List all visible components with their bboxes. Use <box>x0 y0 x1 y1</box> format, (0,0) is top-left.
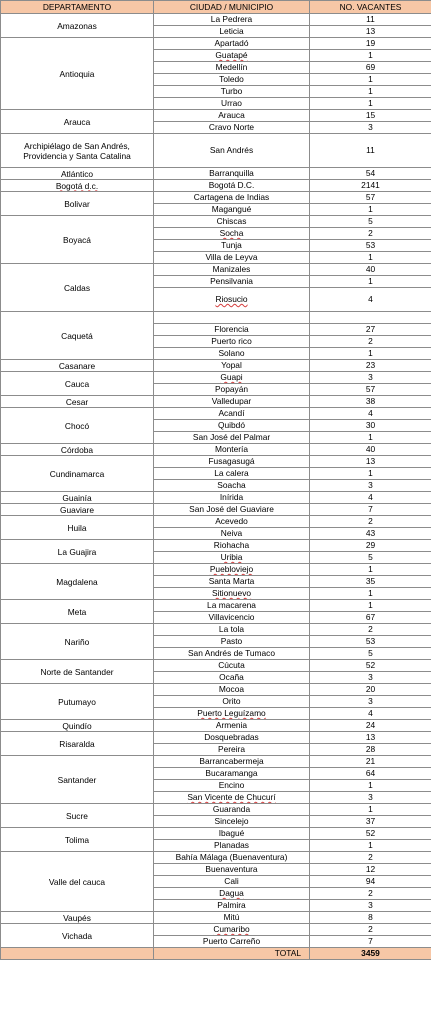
vacantes-cell: 2 <box>310 516 431 528</box>
vacantes-cell: 11 <box>310 134 431 168</box>
departamento-cell: Quindío <box>1 720 154 732</box>
ciudad-cell: Popayán <box>154 384 310 396</box>
ciudad-cell: Puerto Leguízamo <box>154 708 310 720</box>
ciudad-cell: Armenia <box>154 720 310 732</box>
vacantes-cell: 52 <box>310 660 431 672</box>
ciudad-cell: San Vicente de Chucurí <box>154 792 310 804</box>
ciudad-cell: Florencia <box>154 324 310 336</box>
vacantes-cell: 1 <box>310 204 431 216</box>
table-row <box>1 444 431 456</box>
table-row <box>1 924 431 936</box>
vacantes-cell: 21 <box>310 756 431 768</box>
ciudad-cell: Palmira <box>154 900 310 912</box>
ciudad-cell: Arauca <box>154 110 310 122</box>
ciudad-cell: Socha <box>154 228 310 240</box>
ciudad-cell: Apartadó <box>154 38 310 50</box>
vacantes-cell: 38 <box>310 396 431 408</box>
vacantes-cell: 13 <box>310 732 431 744</box>
table-row <box>1 720 431 732</box>
vacantes-cell: 1 <box>310 86 431 98</box>
departamento-cell: Cundinamarca <box>1 456 154 492</box>
ciudad-cell: Puerto rico <box>154 336 310 348</box>
vacantes-cell: 1 <box>310 98 431 110</box>
ciudad-cell: Tunja <box>154 240 310 252</box>
ciudad-cell: Sitionuevo <box>154 588 310 600</box>
total-label: TOTAL <box>154 948 310 960</box>
vacantes-cell: 13 <box>310 456 431 468</box>
vacantes-cell: 1 <box>310 588 431 600</box>
vacantes-cell: 3 <box>310 372 431 384</box>
ciudad-cell: Orito <box>154 696 310 708</box>
vacantes-cell: 64 <box>310 768 431 780</box>
table-row <box>1 408 431 420</box>
table-row <box>1 504 431 516</box>
ciudad-cell: Cali <box>154 876 310 888</box>
ciudad-cell: Ibagué <box>154 828 310 840</box>
ciudad-cell: Cumaribo <box>154 924 310 936</box>
table-row <box>1 804 431 816</box>
departamento-cell: Cauca <box>1 372 154 396</box>
ciudad-cell: Medellín <box>154 62 310 74</box>
ciudad-cell: Acandí <box>154 408 310 420</box>
vacantes-cell: 3 <box>310 900 431 912</box>
vacantes-cell: 7 <box>310 504 431 516</box>
ciudad-cell: Leticia <box>154 26 310 38</box>
vacantes-cell: 57 <box>310 192 431 204</box>
vacantes-cell: 1 <box>310 432 431 444</box>
departamento-cell: Vaupés <box>1 912 154 924</box>
ciudad-cell: Riohacha <box>154 540 310 552</box>
vacantes-cell: 52 <box>310 828 431 840</box>
table-row <box>1 38 431 50</box>
departamento-cell: Casanare <box>1 360 154 372</box>
ciudad-cell: Pensilvania <box>154 276 310 288</box>
ciudad-cell: Toledo <box>154 74 310 86</box>
vacantes-cell: 29 <box>310 540 431 552</box>
ciudad-cell: Pereira <box>154 744 310 756</box>
table-row <box>1 852 431 864</box>
ciudad-cell: Dagua <box>154 888 310 900</box>
table-row <box>1 312 431 324</box>
ciudad-cell: Fusagasugá <box>154 456 310 468</box>
vacantes-cell: 2 <box>310 336 431 348</box>
ciudad-cell: Sincelejo <box>154 816 310 828</box>
departamento-cell: Meta <box>1 600 154 624</box>
departamento-cell: Santander <box>1 756 154 804</box>
ciudad-cell: Guatapé <box>154 50 310 62</box>
table-row <box>1 732 431 744</box>
table-row <box>1 684 431 696</box>
vacantes-cell: 12 <box>310 864 431 876</box>
vacantes-cell: 1 <box>310 276 431 288</box>
ciudad-cell: Valledupar <box>154 396 310 408</box>
vacantes-cell: 4 <box>310 288 431 312</box>
table-row <box>1 756 431 768</box>
total-value: 3459 <box>310 948 431 960</box>
vacantes-cell: 1 <box>310 50 431 62</box>
vacantes-cell: 15 <box>310 110 431 122</box>
ciudad-cell <box>154 312 310 324</box>
ciudad-cell: Pasto <box>154 636 310 648</box>
vacantes-cell: 24 <box>310 720 431 732</box>
vacantes-cell: 2 <box>310 228 431 240</box>
table-row <box>1 600 431 612</box>
vacantes-cell: 5 <box>310 648 431 660</box>
table-row <box>1 360 431 372</box>
ciudad-cell: Urrao <box>154 98 310 110</box>
departamento-cell: Caldas <box>1 264 154 312</box>
header-departamento: DEPARTAMENTO <box>1 1 154 14</box>
table-row <box>1 828 431 840</box>
ciudad-cell: La tola <box>154 624 310 636</box>
ciudad-cell: Uribia <box>154 552 310 564</box>
vacantes-cell: 4 <box>310 708 431 720</box>
vacantes-cell: 1 <box>310 804 431 816</box>
departamento-cell: Sucre <box>1 804 154 828</box>
vacantes-cell <box>310 312 431 324</box>
table-row <box>1 540 431 552</box>
ciudad-cell: Bogotá D.C. <box>154 180 310 192</box>
ciudad-cell: Puebloviejo <box>154 564 310 576</box>
vacantes-cell: 1 <box>310 468 431 480</box>
vacantes-cell: 5 <box>310 552 431 564</box>
ciudad-cell: La calera <box>154 468 310 480</box>
vacantes-cell: 69 <box>310 62 431 74</box>
vacantes-cell: 27 <box>310 324 431 336</box>
departamento-cell: Guainía <box>1 492 154 504</box>
departamento-cell: Bolivar <box>1 192 154 216</box>
table-row <box>1 624 431 636</box>
table-row <box>1 456 431 468</box>
ciudad-cell: Manizales <box>154 264 310 276</box>
table-row <box>1 372 431 384</box>
ciudad-cell: Riosucio <box>154 288 310 312</box>
ciudad-cell: Buenaventura <box>154 864 310 876</box>
vacantes-cell: 3 <box>310 480 431 492</box>
departamento-cell: La Guajira <box>1 540 154 564</box>
ciudad-cell: Guapi <box>154 372 310 384</box>
table-header <box>1 1 431 14</box>
vacantes-cell: 30 <box>310 420 431 432</box>
departamento-cell: Bogotá d.c. <box>1 180 154 192</box>
departamento-cell: Huila <box>1 516 154 540</box>
vacantes-cell: 1 <box>310 564 431 576</box>
vacantes-cell: 2 <box>310 888 431 900</box>
table-row <box>1 110 431 122</box>
ciudad-cell: Soacha <box>154 480 310 492</box>
departamento-cell: Caquetá <box>1 312 154 360</box>
table-row <box>1 14 431 26</box>
total-spacer <box>1 948 154 960</box>
departamento-cell: Putumayo <box>1 684 154 720</box>
ciudad-cell: Bucaramanga <box>154 768 310 780</box>
ciudad-cell: Inírida <box>154 492 310 504</box>
vacantes-cell: 1 <box>310 780 431 792</box>
departamento-cell: Amazonas <box>1 14 154 38</box>
ciudad-cell: Mocoa <box>154 684 310 696</box>
table-row <box>1 564 431 576</box>
table-row <box>1 492 431 504</box>
ciudad-cell: Neiva <box>154 528 310 540</box>
ciudad-cell: San José del Guaviare <box>154 504 310 516</box>
ciudad-cell: Cúcuta <box>154 660 310 672</box>
table-row <box>1 396 431 408</box>
table-row <box>1 192 431 204</box>
departamento-cell: Cesar <box>1 396 154 408</box>
departamento-cell: Guaviare <box>1 504 154 516</box>
vacantes-cell: 2 <box>310 852 431 864</box>
header-no-vacantes: NO. VACANTES <box>310 1 431 14</box>
ciudad-cell: Cartagena de Indias <box>154 192 310 204</box>
vacantes-cell: 2 <box>310 924 431 936</box>
ciudad-cell: Encino <box>154 780 310 792</box>
vacantes-cell: 1 <box>310 252 431 264</box>
ciudad-cell: Villavicencio <box>154 612 310 624</box>
ciudad-cell: San José del Palmar <box>154 432 310 444</box>
table-row <box>1 516 431 528</box>
departamento-cell: Atlántico <box>1 168 154 180</box>
table-row <box>1 912 431 924</box>
vacantes-cell: 53 <box>310 240 431 252</box>
vacantes-cell: 13 <box>310 26 431 38</box>
departamento-cell: Arauca <box>1 110 154 134</box>
vacantes-cell: 3 <box>310 672 431 684</box>
table-footer <box>1 948 431 960</box>
ciudad-cell: San Andrés de Tumaco <box>154 648 310 660</box>
departamento-cell: Boyacá <box>1 216 154 264</box>
vacantes-cell: 11 <box>310 14 431 26</box>
vacantes-cell: 7 <box>310 936 431 948</box>
departamento-cell: Vichada <box>1 924 154 948</box>
ciudad-cell: Guaranda <box>154 804 310 816</box>
ciudad-cell: Barranquilla <box>154 168 310 180</box>
vacantes-cell: 28 <box>310 744 431 756</box>
vacantes-cell: 35 <box>310 576 431 588</box>
vacantes-cell: 1 <box>310 348 431 360</box>
ciudad-cell: Bahía Málaga (Buenaventura) <box>154 852 310 864</box>
vacantes-cell: 3 <box>310 696 431 708</box>
ciudad-cell: Dosquebradas <box>154 732 310 744</box>
ciudad-cell: Mitú <box>154 912 310 924</box>
vacantes-cell: 3 <box>310 122 431 134</box>
ciudad-cell: Santa Marta <box>154 576 310 588</box>
vacantes-cell: 94 <box>310 876 431 888</box>
vacantes-cell: 4 <box>310 408 431 420</box>
header-ciudad-municipio: CIUDAD / MUNICIPIO <box>154 1 310 14</box>
table-row <box>1 660 431 672</box>
table-body <box>1 14 431 948</box>
ciudad-cell: Puerto Carreño <box>154 936 310 948</box>
table-row <box>1 180 431 192</box>
vacantes-cell: 1 <box>310 74 431 86</box>
ciudad-cell: Montería <box>154 444 310 456</box>
vacantes-cell: 4 <box>310 492 431 504</box>
table-row <box>1 168 431 180</box>
departamento-cell: Archipiélago de San Andrés, Providencia y Santa Catalina <box>1 134 154 168</box>
vacantes-cell: 67 <box>310 612 431 624</box>
departamento-cell: Valle del cauca <box>1 852 154 912</box>
departamento-cell: Antioquia <box>1 38 154 110</box>
ciudad-cell: San Andrés <box>154 134 310 168</box>
departamento-cell: Magdalena <box>1 564 154 600</box>
ciudad-cell: Solano <box>154 348 310 360</box>
vacantes-cell: 2141 <box>310 180 431 192</box>
vacantes-cell: 19 <box>310 38 431 50</box>
vacantes-cell: 37 <box>310 816 431 828</box>
ciudad-cell: Quibdó <box>154 420 310 432</box>
departamento-cell: Chocó <box>1 408 154 444</box>
departamento-cell: Tolima <box>1 828 154 852</box>
vacantes-cell: 5 <box>310 216 431 228</box>
ciudad-cell: Barrancabermeja <box>154 756 310 768</box>
ciudad-cell: Ocaña <box>154 672 310 684</box>
ciudad-cell: Magangué <box>154 204 310 216</box>
vacantes-cell: 40 <box>310 444 431 456</box>
vacantes-cell: 20 <box>310 684 431 696</box>
ciudad-cell: Turbo <box>154 86 310 98</box>
vacantes-cell: 8 <box>310 912 431 924</box>
ciudad-cell: Planadas <box>154 840 310 852</box>
vacantes-cell: 54 <box>310 168 431 180</box>
departamento-cell: Risaralda <box>1 732 154 756</box>
vacantes-cell: 40 <box>310 264 431 276</box>
table-row <box>1 134 431 168</box>
vacantes-cell: 43 <box>310 528 431 540</box>
ciudad-cell: Cravo Norte <box>154 122 310 134</box>
ciudad-cell: Yopal <box>154 360 310 372</box>
vacantes-cell: 1 <box>310 600 431 612</box>
table-row <box>1 216 431 228</box>
vacantes-cell: 1 <box>310 840 431 852</box>
vacantes-cell: 3 <box>310 792 431 804</box>
vacantes-cell: 23 <box>310 360 431 372</box>
vacantes-cell: 2 <box>310 624 431 636</box>
vacantes-cell: 53 <box>310 636 431 648</box>
ciudad-cell: La macarena <box>154 600 310 612</box>
vacantes-cell: 57 <box>310 384 431 396</box>
ciudad-cell: La Pedrera <box>154 14 310 26</box>
departamento-cell: Nariño <box>1 624 154 660</box>
ciudad-cell: Chiscas <box>154 216 310 228</box>
ciudad-cell: Acevedo <box>154 516 310 528</box>
table-row <box>1 264 431 276</box>
departamento-cell: Córdoba <box>1 444 154 456</box>
departamento-cell: Norte de Santander <box>1 660 154 684</box>
ciudad-cell: Villa de Leyva <box>154 252 310 264</box>
